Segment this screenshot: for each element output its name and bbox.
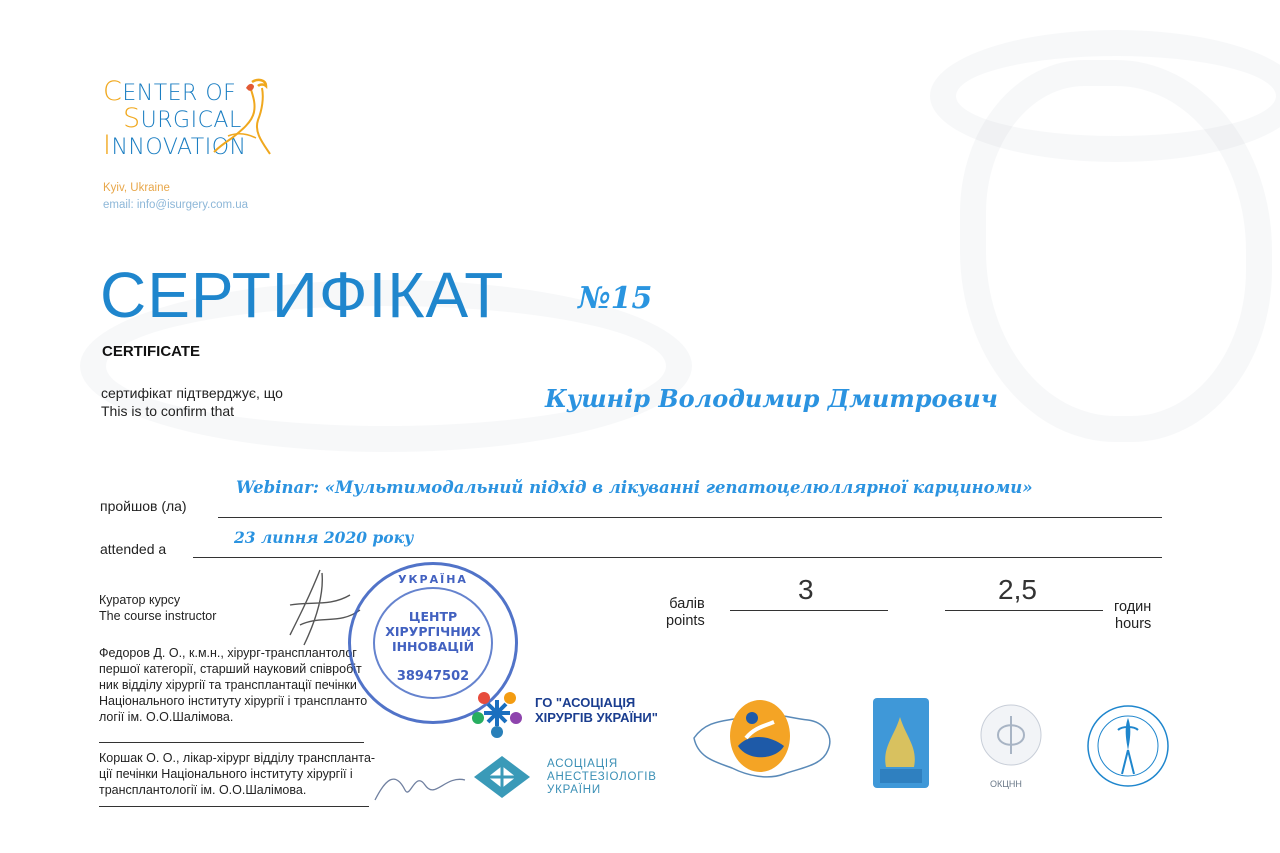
confirm-text [101,384,283,420]
surgeons-line: ГО "АСОЦІАЦІЯ [535,695,636,710]
signature-icon [365,760,475,810]
person1-line: Федоров Д. О., к.м.н., хірург-трансплантолог [99,646,357,660]
recipient-name: Кушнір Володимир Дмитрович [545,384,998,413]
figure-logo-icon [212,76,282,158]
transplant-society-logo-icon [872,697,930,789]
confirm-en: This is to confirm that [101,403,235,419]
hours-value: 2,5 [998,574,1037,605]
points-value: 3 [798,574,814,605]
curator-label-ua: Куратор курсу [99,593,181,607]
surgeons-association-icon [470,686,524,740]
anesthesiologists-association-icon [470,752,534,802]
person1-line: Національного інституту хірургії і трансплантo [99,694,368,708]
stamp-line1: ЦЕНТР [408,609,458,624]
okchn-label: ОКЦНН [990,779,1022,789]
certificate-number: №15 [578,281,653,316]
hours-label-ua: годин [1114,599,1152,615]
hours-label-en: hours [1115,616,1152,632]
logo-cap: C [103,76,123,107]
person2-line: трансплантології ім. О.О.Шалімова. [99,783,307,797]
person1-line: ник відділу хірургії та трансплантації печінки [99,678,357,692]
okchn-logo-icon [978,702,1044,768]
curator-person2 [99,750,375,798]
person1-line: першої категорії, старший науковий співробіт [99,662,362,676]
points-label-en: points [666,613,705,629]
person2-line: ції печінки Національного інституту хірургії і [99,767,353,781]
curator-label [99,592,216,624]
curator-person1 [99,645,367,725]
surgeons-line: ХІРУРГІВ УКРАЇНИ" [535,710,658,725]
hours-label [1114,599,1151,633]
hours-line [945,610,1103,611]
attended-label: attended a [100,541,167,557]
certificate-title-en: CERTIFICATE [102,343,201,360]
logo-cap: I [103,130,112,161]
stamp-code: 38947502 [396,669,470,684]
curator-label-en: The course instructor [99,609,217,623]
person1-line: логії ім. О.О.Шалімова. [99,710,234,724]
logo-line2: URGICAL [140,108,242,133]
stamp-top-text: УКРАЇНА [398,573,468,586]
points-label-ua: балів [669,596,705,612]
stamp-line2: ХІРУРГІЧНИХ [385,624,481,639]
anes-line: АНЕСТЕЗІОЛОГІВ [547,771,657,783]
points-line [730,610,888,611]
date-line [193,557,1162,558]
surgical-association-round-logo-icon [1082,700,1174,792]
logo-line3: NNOVATION [111,135,247,160]
signature-line [99,806,369,807]
surgeons-association-text [535,695,658,725]
signature-line [99,742,364,743]
anesthesiologists-association-text [547,758,657,797]
logo-email: email: info@isurgery.com.ua [103,199,249,211]
background-swoosh [960,60,1272,442]
course-title: Webinar: «Мультимодальний підхід в лікуванні гепатоцелюллярної карциноми» [236,478,1033,497]
confirm-ua: сертифікат підтверджує, що [101,385,283,401]
certificate-title: СЕРТИФІКАТ [100,259,505,331]
course-date: 23 липня 2020 року [234,528,414,547]
logo-line1: ENTER OF [122,81,237,106]
passed-label: пройшов (ла) [100,498,187,514]
person2-line: Коршак О. О., лікар-хірург відділу трансплантa- [99,751,376,765]
points-label [666,596,705,630]
course-line [218,517,1162,518]
logo-cap: S [123,103,141,134]
anes-line: АСОЦІАЦІЯ [547,758,618,770]
logo-city: Kyiv, Ukraine [103,182,170,194]
stamp-line3: ІННОВАЦІЙ [391,639,475,654]
pediatric-surgeons-logo-icon [688,688,838,798]
anes-line: УКРАЇНИ [547,784,601,796]
